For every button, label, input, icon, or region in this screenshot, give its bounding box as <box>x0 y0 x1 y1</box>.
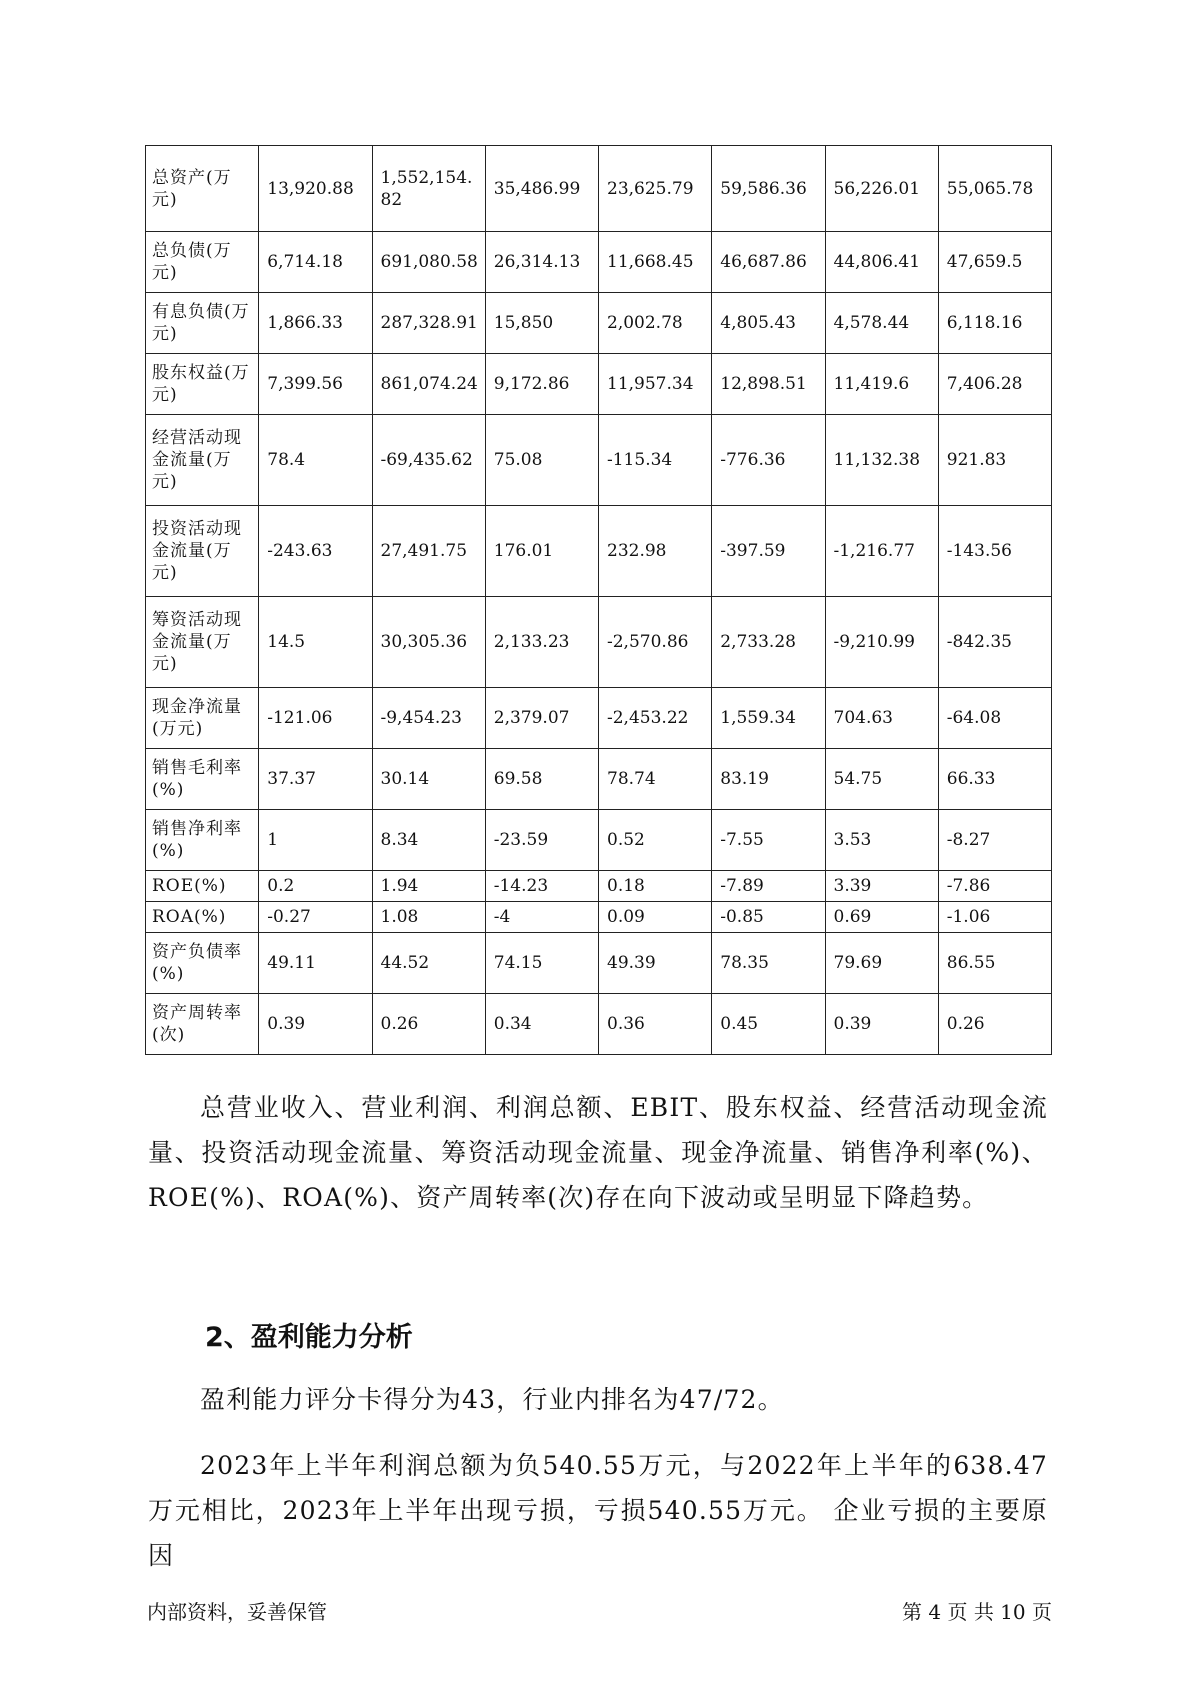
table-cell: 0.26 <box>938 994 1051 1055</box>
table-cell: 0.18 <box>599 871 712 902</box>
table-row <box>146 506 1052 597</box>
table-row <box>146 994 1052 1055</box>
table-row <box>146 415 1052 506</box>
table-row <box>146 871 1052 902</box>
table-cell: 59,586.36 <box>712 146 825 232</box>
table-cell: 11,668.45 <box>599 232 712 293</box>
table-cell: 0.36 <box>599 994 712 1055</box>
profit-text: 2023年上半年利润总额为负540.55万元，与2022年上半年的638.47万元相比，2023年上半年出现亏损，亏损540.55万元。 企业亏损的主要原因 <box>148 1451 1048 1570</box>
table-cell: -143.56 <box>938 506 1051 597</box>
table-cell: 30,305.36 <box>372 597 485 688</box>
table-cell: 0.39 <box>825 994 938 1055</box>
table-cell: 6,714.18 <box>259 232 372 293</box>
table-cell: 6,118.16 <box>938 293 1051 354</box>
row-label: 资产负债率(%) <box>146 933 259 994</box>
trend-paragraph <box>148 1085 1048 1220</box>
table-cell: 1.94 <box>372 871 485 902</box>
financial-indicators-table <box>145 145 1052 1055</box>
table-cell: 78.4 <box>259 415 372 506</box>
table-cell: 861,074.24 <box>372 354 485 415</box>
table-cell: -0.85 <box>712 902 825 933</box>
table-row <box>146 933 1052 994</box>
table-cell: 75.08 <box>485 415 598 506</box>
table-cell: -4 <box>485 902 598 933</box>
table-row <box>146 688 1052 749</box>
table-cell: 26,314.13 <box>485 232 598 293</box>
section-heading: 2、盈利能力分析 <box>205 1322 413 1353</box>
table-cell: 1,866.33 <box>259 293 372 354</box>
table-cell: -7.55 <box>712 810 825 871</box>
table-cell: 0.34 <box>485 994 598 1055</box>
table-cell: 11,132.38 <box>825 415 938 506</box>
table-cell: 287,328.91 <box>372 293 485 354</box>
table-cell: 14.5 <box>259 597 372 688</box>
table-cell: -115.34 <box>599 415 712 506</box>
table-cell: 27,491.75 <box>372 506 485 597</box>
table-cell: -0.27 <box>259 902 372 933</box>
table-cell: 1.08 <box>372 902 485 933</box>
table-cell: 11,957.34 <box>599 354 712 415</box>
row-label: 总负债(万元) <box>146 232 259 293</box>
table-cell: -69,435.62 <box>372 415 485 506</box>
row-label: 经营活动现金流量(万元) <box>146 415 259 506</box>
table-cell: 83.19 <box>712 749 825 810</box>
table-cell: -2,570.86 <box>599 597 712 688</box>
table-row <box>146 293 1052 354</box>
table-cell: 78.74 <box>599 749 712 810</box>
table-cell: 921.83 <box>938 415 1051 506</box>
row-label: 有息负债(万元) <box>146 293 259 354</box>
row-label: 销售净利率(%) <box>146 810 259 871</box>
table-cell: 2,379.07 <box>485 688 598 749</box>
table-cell: -1.06 <box>938 902 1051 933</box>
profit-paragraph <box>148 1443 1048 1578</box>
table-cell: 4,805.43 <box>712 293 825 354</box>
table-cell: 1,559.34 <box>712 688 825 749</box>
table-cell: 11,419.6 <box>825 354 938 415</box>
footer-confidential: 内部资料，妥善保管 <box>147 1600 327 1624</box>
table-cell: -1,216.77 <box>825 506 938 597</box>
table-row <box>146 354 1052 415</box>
table-cell: 7,399.56 <box>259 354 372 415</box>
table-cell: 3.39 <box>825 871 938 902</box>
table-cell: -2,453.22 <box>599 688 712 749</box>
table-cell: 704.63 <box>825 688 938 749</box>
table-cell: 55,065.78 <box>938 146 1051 232</box>
table-cell: 69.58 <box>485 749 598 810</box>
table-cell: 0.26 <box>372 994 485 1055</box>
row-label: ROE(%) <box>146 871 259 902</box>
row-label: 股东权益(万元) <box>146 354 259 415</box>
table-cell: -243.63 <box>259 506 372 597</box>
table-cell: 2,733.28 <box>712 597 825 688</box>
table-row <box>146 902 1052 933</box>
score-paragraph <box>148 1377 1048 1422</box>
table-cell: 8.34 <box>372 810 485 871</box>
table-cell: 47,659.5 <box>938 232 1051 293</box>
table-cell: 30.14 <box>372 749 485 810</box>
row-label: 资产周转率(次) <box>146 994 259 1055</box>
table-cell: 4,578.44 <box>825 293 938 354</box>
table-cell: 3.53 <box>825 810 938 871</box>
table-cell: 691,080.58 <box>372 232 485 293</box>
table-cell: -14.23 <box>485 871 598 902</box>
table-cell: 54.75 <box>825 749 938 810</box>
table-cell: 0.52 <box>599 810 712 871</box>
table-cell: 176.01 <box>485 506 598 597</box>
table-cell: -121.06 <box>259 688 372 749</box>
row-label: 销售毛利率(%) <box>146 749 259 810</box>
score-text: 盈利能力评分卡得分为43，行业内排名为47/72。 <box>200 1385 784 1414</box>
table-cell: 0.09 <box>599 902 712 933</box>
row-label: 总资产(万元) <box>146 146 259 232</box>
table-row <box>146 232 1052 293</box>
table-cell: 0.45 <box>712 994 825 1055</box>
table-cell: 2,133.23 <box>485 597 598 688</box>
table-cell: -64.08 <box>938 688 1051 749</box>
table-cell: 12,898.51 <box>712 354 825 415</box>
table-cell: 49.39 <box>599 933 712 994</box>
table-cell: 2,002.78 <box>599 293 712 354</box>
table-cell: 232.98 <box>599 506 712 597</box>
table-cell: -7.86 <box>938 871 1051 902</box>
table-cell: 0.39 <box>259 994 372 1055</box>
financial-table-container <box>145 145 1052 1055</box>
table-cell: 78.35 <box>712 933 825 994</box>
table-cell: -8.27 <box>938 810 1051 871</box>
table-cell: -23.59 <box>485 810 598 871</box>
table-cell: 37.37 <box>259 749 372 810</box>
row-label: 筹资活动现金流量(万元) <box>146 597 259 688</box>
table-cell: 0.69 <box>825 902 938 933</box>
table-cell: -842.35 <box>938 597 1051 688</box>
table-cell: 15,850 <box>485 293 598 354</box>
table-row <box>146 146 1052 232</box>
table-body <box>146 146 1052 1055</box>
table-cell: 86.55 <box>938 933 1051 994</box>
table-cell: 56,226.01 <box>825 146 938 232</box>
footer-page-number: 第 4 页 共 10 页 <box>902 1600 1052 1624</box>
table-cell: 44.52 <box>372 933 485 994</box>
trend-text: 总营业收入、营业利润、利润总额、EBIT、股东权益、经营活动现金流量、投资活动现金流量、筹资活动现金流量、现金净流量、销售净利率(%)、ROE(%)、ROA(%)、资产周转率(次)存在向下波动或呈明显下降趋势。 <box>148 1093 1048 1212</box>
table-cell: 35,486.99 <box>485 146 598 232</box>
table-cell: -9,210.99 <box>825 597 938 688</box>
table-cell: 79.69 <box>825 933 938 994</box>
table-cell: 44,806.41 <box>825 232 938 293</box>
table-cell: -397.59 <box>712 506 825 597</box>
table-cell: 13,920.88 <box>259 146 372 232</box>
row-label: ROA(%) <box>146 902 259 933</box>
table-cell: 9,172.86 <box>485 354 598 415</box>
table-cell: 7,406.28 <box>938 354 1051 415</box>
table-cell: 74.15 <box>485 933 598 994</box>
table-cell: -776.36 <box>712 415 825 506</box>
row-label: 投资活动现金流量(万元) <box>146 506 259 597</box>
table-cell: -7.89 <box>712 871 825 902</box>
table-cell: -9,454.23 <box>372 688 485 749</box>
table-cell: 66.33 <box>938 749 1051 810</box>
table-cell: 0.2 <box>259 871 372 902</box>
table-cell: 23,625.79 <box>599 146 712 232</box>
table-cell: 1 <box>259 810 372 871</box>
row-label: 现金净流量(万元) <box>146 688 259 749</box>
table-row <box>146 597 1052 688</box>
table-cell: 46,687.86 <box>712 232 825 293</box>
table-row <box>146 810 1052 871</box>
table-row <box>146 749 1052 810</box>
table-cell: 49.11 <box>259 933 372 994</box>
table-cell: 1,552,154.82 <box>372 146 485 232</box>
